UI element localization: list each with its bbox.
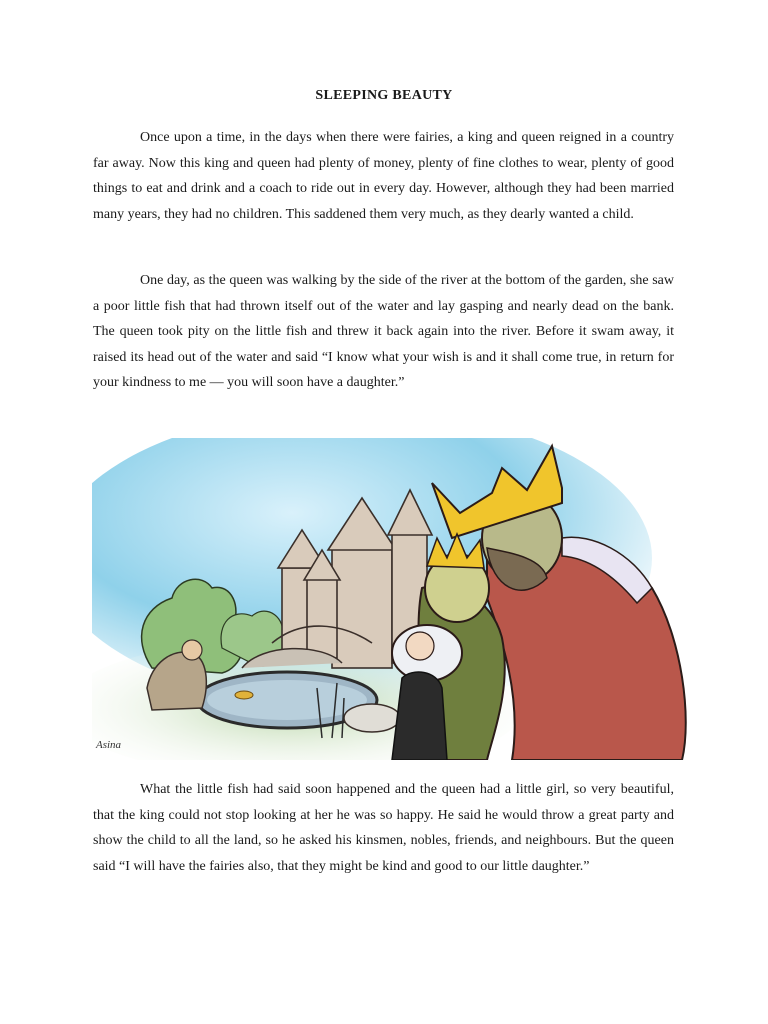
paragraph-2: One day, as the queen was walking by the side of the river at the bottom of the garden, she saw a poor little fish that had thrown itself out of the water and lay gasping and nearly dead on the bank. The queen took pity on the little fish and threw it back again into the river. Before it swam away, it raised its head out of the water and said “I know what your wish is and it shall come true, in return for your kindness to me — you will soon have a daughter.”: [93, 273, 674, 390]
page-title: SLEEPING BEAUTY: [315, 88, 453, 103]
story-illustration: [92, 438, 688, 760]
paragraph-1: Once upon a time, in the days when there were fairies, a king and queen reigned in a country far away. Now this king and queen had plenty of money, plenty of fine clothes to wear, plenty of good things to eat and drink and a coach to ride out in every day. However, although they had been married many years, they had no children. This saddened them very much, as they dearly wanted a child.: [93, 130, 674, 222]
illustration-drawing: [92, 438, 688, 760]
paragraph-3: What the little fish had said soon happened and the queen had a little girl, so very beautiful, that the king could not stop looking at her he was so happy. He said he would throw a great party and show the child to all the land, so he asked his kinsmen, nobles, friends, and neighbours. But the queen said “I will have the fairies also, that they might be kind and good to our little daughter.”: [93, 782, 674, 874]
artist-signature: Asina: [96, 739, 122, 751]
